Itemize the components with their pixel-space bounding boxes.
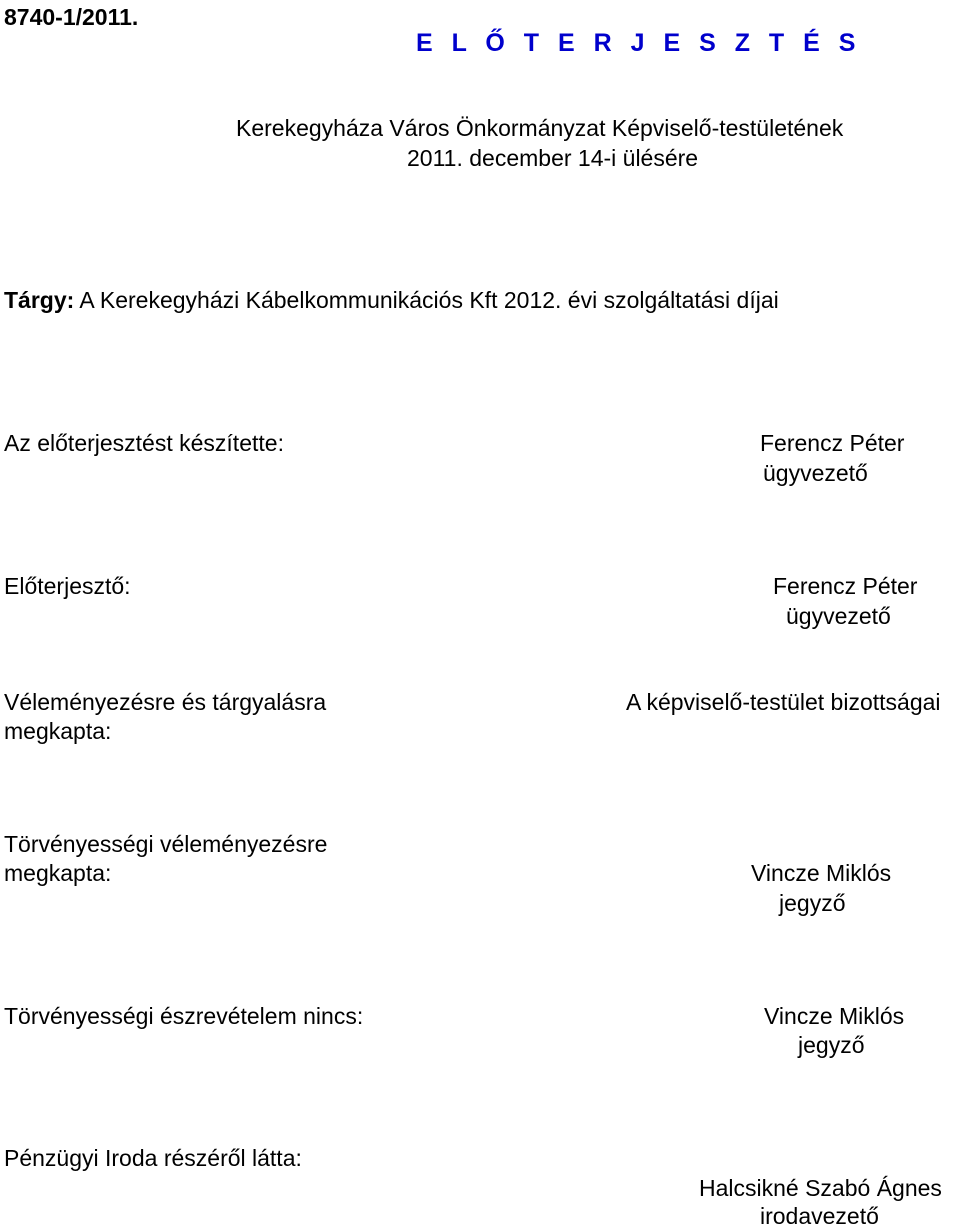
document-title: E L Ő T E R J E S Z T É S (416, 29, 862, 57)
legality-remark-title: jegyző (798, 1032, 865, 1058)
subject-line (4, 286, 779, 315)
addressee-line-2: 2011. december 14-i ülésére (407, 145, 699, 171)
addressee-line-1: Kerekegyháza Város Önkormányzat Képviselő-testületének (236, 115, 844, 141)
legality-review-label-line-1: Törvényességi véleményezésre (4, 831, 328, 857)
subject-text: A Kerekegyházi Kábelkommunikációs Kft 2012. évi szolgáltatási díjai (79, 287, 779, 313)
prepared-by-name: Ferencz Péter (760, 430, 905, 456)
legality-remark-name: Vincze Miklós (764, 1003, 905, 1029)
finance-office-name: Halcsikné Szabó Ágnes (699, 1175, 942, 1201)
presenter-label: Előterjesztő: (4, 573, 131, 599)
presenter-title: ügyvezető (786, 603, 891, 629)
legality-review-name: Vincze Miklós (751, 860, 892, 886)
finance-office-title: irodavezető (760, 1203, 879, 1229)
reference-number: 8740-1/2011. (4, 4, 139, 30)
subject-label: Tárgy: (4, 287, 75, 313)
prepared-by-title: ügyvezető (763, 460, 868, 486)
legality-review-title: jegyző (779, 890, 846, 916)
legality-review-label-line-2: megkapta: (4, 860, 112, 886)
review-label-line-1: Véleményezésre és tárgyalásra (4, 689, 327, 715)
legality-remark-label: Törvényességi észrevételem nincs: (4, 1003, 364, 1029)
finance-office-label: Pénzügyi Iroda részéről látta: (4, 1145, 302, 1171)
review-label-line-2: megkapta: (4, 718, 112, 744)
prepared-by-label: Az előterjesztést készítette: (4, 430, 284, 456)
review-recipient: A képviselő-testület bizottságai (626, 689, 941, 715)
presenter-name: Ferencz Péter (773, 573, 918, 599)
